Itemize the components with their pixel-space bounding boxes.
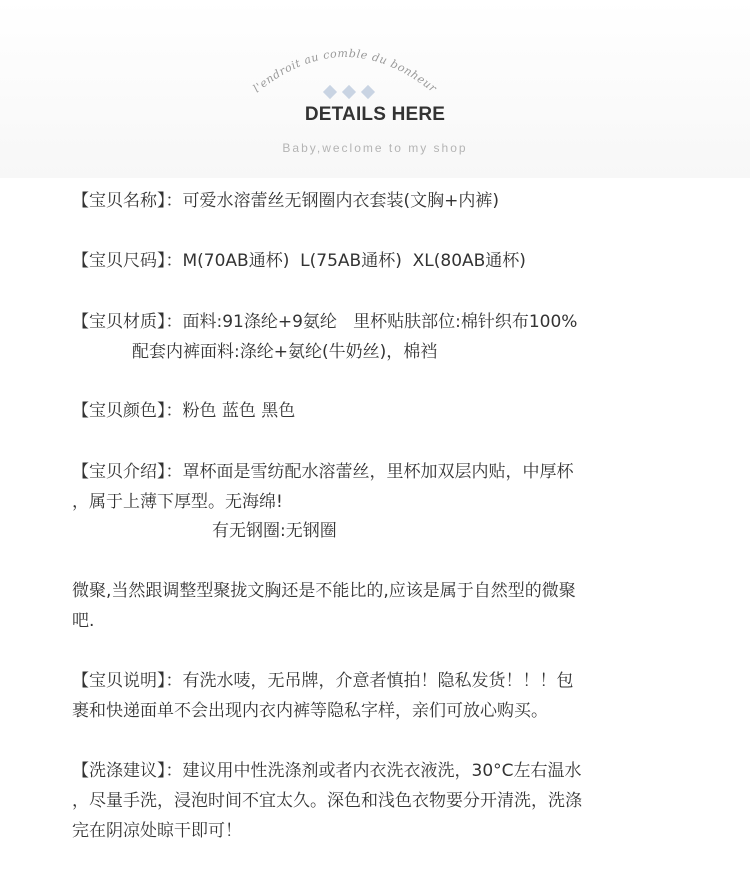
product-name: 【宝贝名称】：可爱水溶蕾丝无钢圈内衣套装(文胸+内裤)	[72, 191, 500, 211]
washing-advice-end: 完在阴凉处晾干即可！	[72, 821, 242, 841]
diamond-ornament	[323, 84, 379, 100]
product-intro: 【宝贝介绍】：罩杯面是雪纺配水溶蕾丝，里杯加双层内贴，中厚杯	[72, 462, 574, 482]
details-subtitle: Baby,weclome to my shop	[282, 141, 468, 155]
product-intro-cont: ，属于上薄下厚型。无海绵!	[72, 492, 283, 512]
header-banner	[0, 0, 750, 178]
product-material-brief: 配套内裤面料:涤纶+氨纶(牛奶丝)，棉裆	[132, 342, 438, 362]
product-size: 【宝贝尺码】：M(70AB通杯) L(75AB通杯) XL(80AB通杯)	[72, 251, 526, 271]
washing-advice-cont: ，尽量手洗，浸泡时间不宜太久。深色和浅色衣物要分开清洗，洗涤	[72, 791, 582, 811]
washing-advice: 【洗涤建议】：建议用中性洗涤剂或者内衣洗衣液洗，30°C左右温水	[72, 761, 582, 781]
product-material: 【宝贝材质】：面料:91涤纶+9氨纶 里杯贴肤部位:棉针织布100%	[72, 312, 578, 332]
product-underwire: 有无钢圈:无钢圈	[212, 521, 337, 541]
diamond-icon	[361, 85, 375, 99]
details-title: DETAILS HERE	[304, 104, 446, 125]
product-explain: 【宝贝说明】：有洗水唛，无吊牌，介意者慎拍！隐私发货！！！包	[72, 671, 574, 691]
product-note: 微聚,当然跟调整型聚拢文胸还是不能比的,应该是属于自然型的微聚	[72, 581, 576, 601]
product-explain-cont: 裹和快递面单不会出现内衣内裤等隐私字样，亲们可放心购买。	[72, 701, 548, 721]
diamond-icon	[342, 85, 356, 99]
script-arc-label: l'endroit au comble du bonheur	[250, 46, 440, 96]
product-color: 【宝贝颜色】：粉色 蓝色 黑色	[72, 401, 296, 421]
product-note-cont: 吧.	[72, 611, 95, 631]
diamond-icon	[323, 85, 337, 99]
